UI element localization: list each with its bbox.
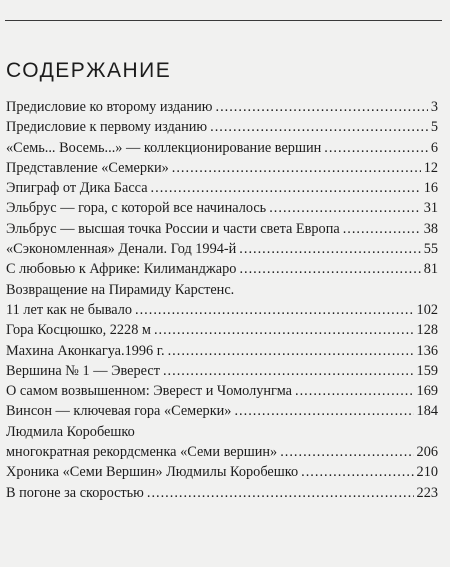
toc-entry xyxy=(6,178,438,198)
toc-entry-title: Махина Аконкагуа.1996 г. xyxy=(6,342,165,359)
toc-leader xyxy=(239,239,420,259)
toc-entry-title: Людмила Коробешко xyxy=(6,423,135,440)
toc-entry-page: 169 xyxy=(416,383,438,400)
toc-entry-title: Предисловие ко второму изданию xyxy=(6,99,213,115)
toc-entry-title: Эпиграф от Дика Басса xyxy=(6,180,148,197)
toc-entry-heading-line xyxy=(6,280,438,300)
toc-entry-page: 210 xyxy=(416,464,438,481)
toc-entry-page: 102 xyxy=(416,301,438,318)
toc-leader xyxy=(295,381,414,401)
toc-entry-title: Хроника «Семи Вершин» Людмилы Коробешко xyxy=(6,464,299,481)
toc-entry xyxy=(6,198,438,218)
toc-leader xyxy=(135,300,414,320)
toc-entry-title: О самом возвышенном: Эверест и Чомолунгма xyxy=(6,383,293,400)
page-title: СОДЕРЖАНИЕ xyxy=(6,59,172,82)
toc-leader xyxy=(151,178,421,198)
toc-leader xyxy=(154,320,414,340)
toc-entry xyxy=(6,442,438,462)
toc-entry xyxy=(6,462,438,482)
toc-entry-page: 55 xyxy=(423,241,438,258)
toc-leader xyxy=(239,259,420,279)
toc-leader xyxy=(216,97,428,117)
toc-entry xyxy=(6,401,438,421)
toc-entry xyxy=(6,341,438,361)
toc-leader xyxy=(301,462,413,482)
toc-entry-title: В погоне за скоростью xyxy=(6,484,144,501)
toc-entry xyxy=(6,138,438,158)
toc-entry-title: Гора Косцюшко, 2228 м xyxy=(6,322,151,339)
toc-entry-page: 136 xyxy=(416,342,438,359)
toc-entry xyxy=(6,259,438,279)
toc-entry-page: 38 xyxy=(423,220,438,237)
toc-entry-page: 5 xyxy=(430,119,438,136)
toc-entry-title: «Сэкономленная» Денали. Год 1994-й xyxy=(6,241,237,258)
toc-entry-page: 223 xyxy=(416,484,438,501)
toc-entry-title: многократная рекордсменка «Семи вершин» xyxy=(6,444,278,461)
table-of-contents xyxy=(6,97,438,503)
toc-entry-title: Вершина № 1 — Эверест xyxy=(6,362,160,379)
toc-leader xyxy=(168,341,414,361)
toc-entry-page: 6 xyxy=(430,139,438,156)
toc-entry xyxy=(6,97,438,117)
toc-leader xyxy=(280,442,413,462)
toc-entry xyxy=(6,381,438,401)
toc-entry-title: «Семь... Восемь...» — коллекционирование вершин xyxy=(6,139,322,156)
toc-entry-page: 31 xyxy=(423,200,438,217)
toc-entry-page: 184 xyxy=(416,403,438,420)
toc-entry xyxy=(6,483,438,503)
toc-entry-heading-line xyxy=(6,422,438,442)
toc-entry xyxy=(6,239,438,259)
toc-entry xyxy=(6,320,438,340)
toc-entry-page: 206 xyxy=(416,444,438,461)
toc-leader xyxy=(172,158,421,178)
toc-leader xyxy=(147,483,414,503)
toc-leader xyxy=(234,401,413,421)
toc-entry-title: Эльбрус — высшая точка России и части света Европа xyxy=(6,220,340,237)
toc-leader xyxy=(324,138,428,158)
toc-leader xyxy=(163,361,414,381)
toc-entry-page: 3 xyxy=(430,99,438,115)
toc-entry-page: 81 xyxy=(423,261,438,278)
toc-entry-page: 159 xyxy=(416,362,438,379)
toc-entry-title: С любовью к Африке: Килиманджаро xyxy=(6,261,237,278)
toc-entry xyxy=(6,219,438,239)
toc-leader xyxy=(269,198,420,218)
toc-entry-title: 11 лет как не бывало xyxy=(6,301,133,318)
toc-entry-title: Возвращение на Пирамиду Карстенс. xyxy=(6,281,235,298)
toc-entry-page: 12 xyxy=(423,159,438,176)
toc-entry xyxy=(6,300,438,320)
toc-entry xyxy=(6,361,438,381)
toc-entry xyxy=(6,117,438,137)
toc-entry-title: Представление «Семерки» xyxy=(6,159,169,176)
toc-entry xyxy=(6,158,438,178)
top-rule xyxy=(5,20,442,21)
toc-entry-title: Эльбрус — гора, с которой все начиналось xyxy=(6,200,267,217)
toc-leader xyxy=(343,219,421,239)
toc-leader xyxy=(210,117,428,137)
toc-entry-page: 128 xyxy=(416,322,438,339)
toc-entry-page: 16 xyxy=(423,180,438,197)
toc-entry-title: Винсон — ключевая гора «Семерки» xyxy=(6,403,232,420)
toc-entry-title: Предисловие к первому изданию xyxy=(6,119,208,136)
